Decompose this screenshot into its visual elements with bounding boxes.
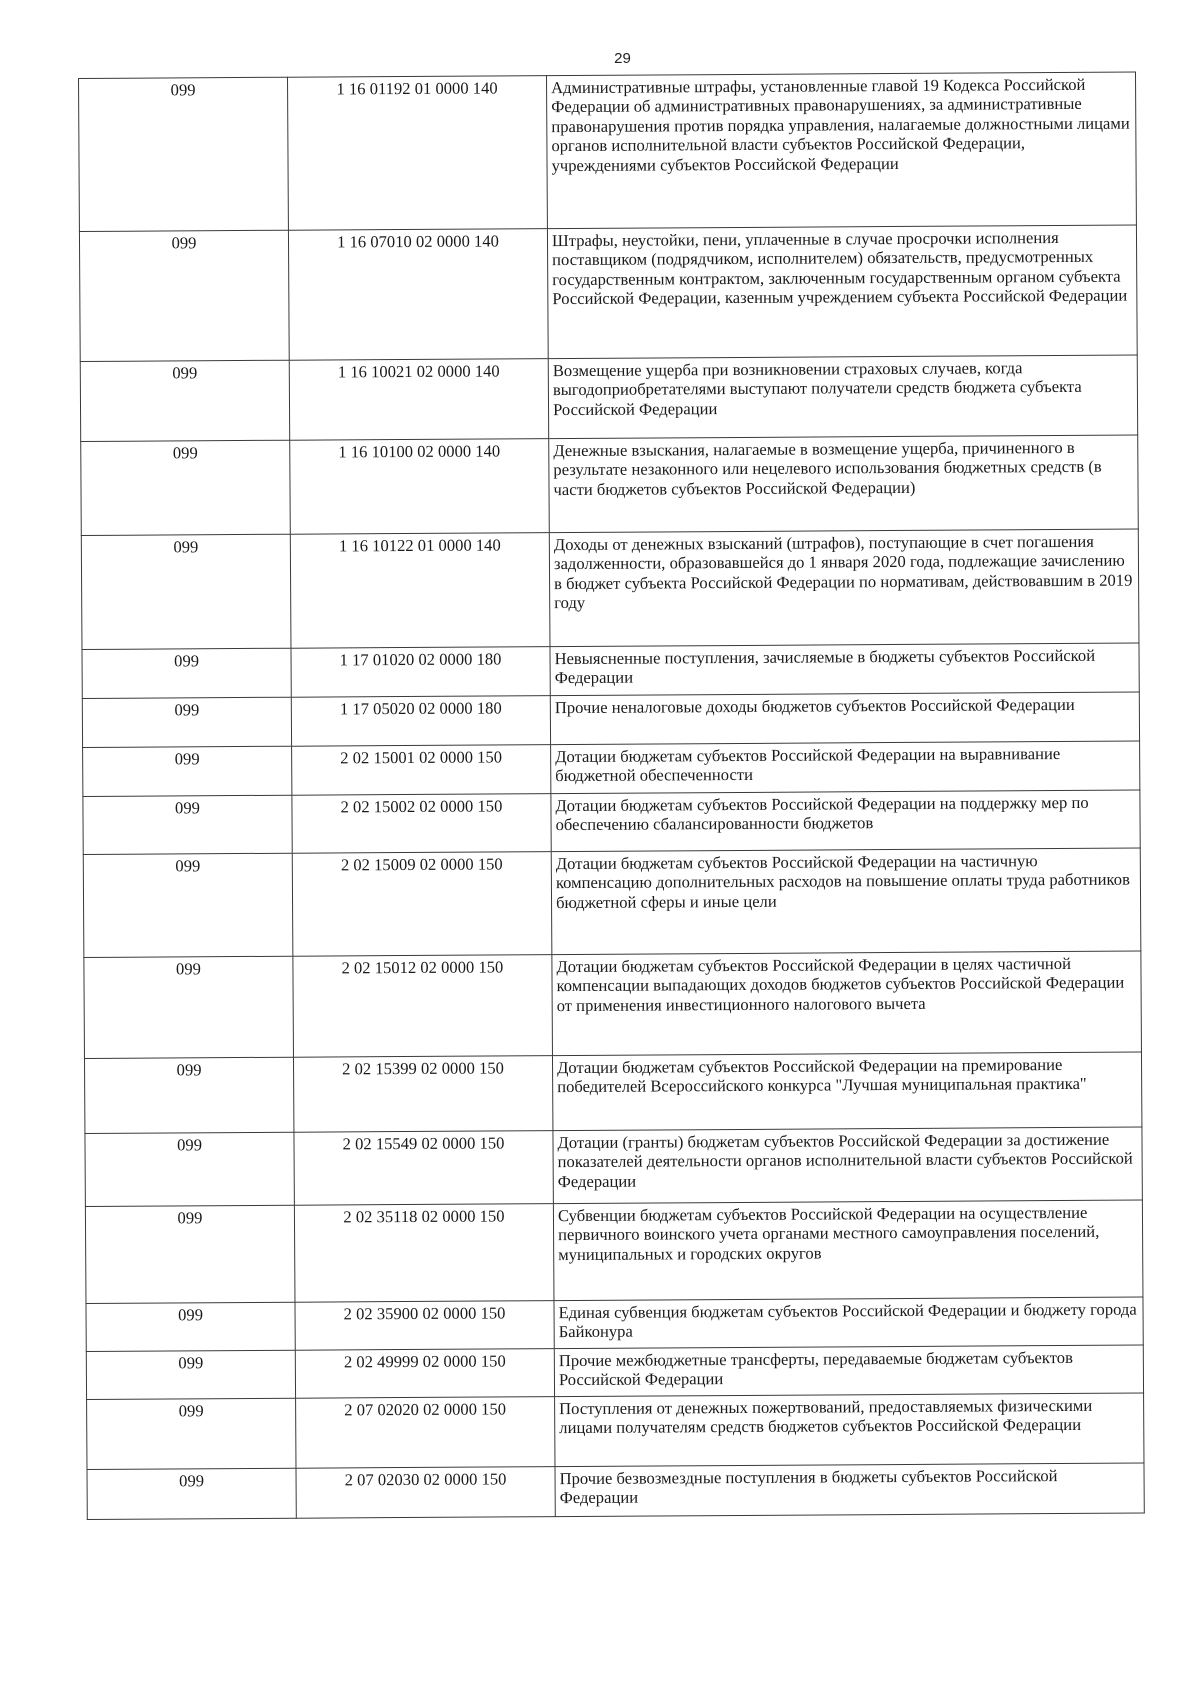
revenue-code-cell: 2 02 49999 02 0000 150 bbox=[295, 1349, 554, 1399]
table-row bbox=[80, 355, 1137, 441]
revenue-name-cell: Дотации бюджетам субъектов Российской Федерации на премирование победителей Всероссийского конкурса "Лучшая муниципальная практика" bbox=[552, 1052, 1141, 1131]
admin-code-cell: 099 bbox=[85, 1205, 295, 1303]
table-row bbox=[79, 225, 1137, 361]
table-row bbox=[84, 1052, 1141, 1133]
table-row bbox=[83, 790, 1140, 854]
revenue-name-cell: Дотации бюджетам субъектов Российской Федерации на выравнивание бюджетной обеспеченности bbox=[551, 741, 1140, 794]
admin-code-cell: 099 bbox=[87, 1398, 296, 1469]
revenue-code-cell: 1 16 07010 02 0000 140 bbox=[288, 229, 548, 361]
revenue-name-cell: Дотации бюджетам субъектов Российской Федерации в целях частичной компенсации выпадающих доходов бюджетов субъектов Российской Федерации от применения инвестиционного налогового вычета bbox=[552, 951, 1142, 1056]
admin-code-cell: 099 bbox=[84, 1057, 293, 1133]
revenue-code-cell: 1 16 10100 02 0000 140 bbox=[290, 439, 550, 535]
table-row bbox=[87, 1393, 1144, 1469]
revenue-code-cell: 2 02 15012 02 0000 150 bbox=[293, 955, 553, 1058]
admin-code-cell: 099 bbox=[82, 648, 291, 698]
revenue-code-cell: 1 17 05020 02 0000 180 bbox=[291, 696, 550, 747]
admin-code-cell: 099 bbox=[79, 230, 289, 361]
admin-code-cell: 099 bbox=[86, 1350, 295, 1399]
revenue-code-cell: 2 02 15009 02 0000 150 bbox=[292, 852, 552, 957]
admin-code-cell: 099 bbox=[81, 534, 291, 649]
admin-code-cell: 099 bbox=[83, 746, 292, 796]
table-row bbox=[81, 529, 1139, 649]
revenue-code-cell: 2 02 15549 02 0000 150 bbox=[294, 1131, 553, 1206]
revenue-code-cell: 2 02 35118 02 0000 150 bbox=[294, 1204, 554, 1303]
table-row bbox=[85, 1200, 1143, 1303]
admin-code-cell: 099 bbox=[82, 697, 291, 747]
admin-code-cell: 099 bbox=[87, 1468, 296, 1519]
revenue-name-cell: Дотации бюджетам субъектов Российской Федерации на частичную компенсацию дополнительных расходов на повышение оплаты труда работников бюджетной сферы и иные цели bbox=[551, 848, 1141, 955]
revenue-code-cell: 2 07 02030 02 0000 150 bbox=[296, 1467, 555, 1519]
revenue-code-cell: 1 16 01192 01 0000 140 bbox=[287, 76, 547, 231]
revenue-name-cell: Прочие неналоговые доходы бюджетов субъектов Российской Федерации bbox=[550, 692, 1139, 745]
revenue-code-cell: 2 02 15002 02 0000 150 bbox=[292, 794, 551, 854]
budget-revenue-table bbox=[78, 72, 1145, 1520]
revenue-code-cell: 2 02 35900 02 0000 150 bbox=[295, 1301, 554, 1351]
revenue-name-cell: Дотации (гранты) бюджетам субъектов Российской Федерации за достижение показателей деятельности органов исполнительной власти субъектов Российской Федерации bbox=[553, 1127, 1142, 1204]
revenue-code-cell: 2 02 15001 02 0000 150 bbox=[292, 745, 551, 796]
admin-code-cell: 099 bbox=[81, 440, 291, 535]
table-row bbox=[87, 1463, 1144, 1519]
revenue-name-cell: Доходы от денежных взысканий (штрафов), поступающие в счет погашения задолженности, образовавшейся до 1 января 2020 года, подлежащие зачислению в бюджет субъекта Российской Федерации по нормативам, действовавшим в 2019 году bbox=[549, 529, 1139, 647]
table-row bbox=[83, 848, 1141, 957]
table-row bbox=[86, 1297, 1143, 1351]
revenue-name-cell: Невыясненные поступления, зачисляемые в бюджеты субъектов Российской Федерации bbox=[550, 643, 1139, 696]
table-row bbox=[81, 435, 1139, 535]
admin-code-cell: 099 bbox=[86, 1302, 295, 1351]
revenue-name-cell: Денежные взыскания, налагаемые в возмещение ущерба, причиненного в результате незаконного или нецелевого использования бюджетных средств (в части бюджетов субъектов Российской Федерации) bbox=[549, 435, 1139, 533]
revenue-name-cell: Поступления от денежных пожертвований, предоставляемых физическими лицами получателям средств бюджетов субъектов Российской Федерации bbox=[555, 1393, 1144, 1467]
table-row bbox=[82, 643, 1139, 698]
revenue-name-cell: Единая субвенция бюджетам субъектов Российской Федерации и бюджету города Байконура bbox=[554, 1297, 1143, 1349]
admin-code-cell: 099 bbox=[84, 956, 294, 1058]
revenue-name-cell: Дотации бюджетам субъектов Российской Федерации на поддержку мер по обеспечению сбалансированности бюджетов bbox=[551, 790, 1140, 852]
revenue-name-cell: Субвенции бюджетам субъектов Российской Федерации на осуществление первичного воинского учета органами местного самоуправления поселений, муниципальных и городских округов bbox=[553, 1200, 1143, 1301]
page-number: 29 bbox=[614, 50, 631, 67]
revenue-code-cell: 2 02 15399 02 0000 150 bbox=[293, 1056, 552, 1133]
revenue-code-cell: 2 07 02020 02 0000 150 bbox=[296, 1397, 555, 1469]
table-row bbox=[82, 692, 1139, 747]
admin-code-cell: 099 bbox=[85, 1132, 294, 1206]
table-row bbox=[86, 1345, 1143, 1399]
table-row bbox=[79, 72, 1137, 231]
revenue-name-cell: Прочие безвозмездные поступления в бюджеты субъектов Российской Федерации bbox=[555, 1463, 1144, 1517]
admin-code-cell: 099 bbox=[83, 795, 292, 854]
admin-code-cell: 099 bbox=[80, 360, 289, 441]
admin-code-cell: 099 bbox=[83, 853, 293, 957]
revenue-name-cell: Прочие межбюджетные трансферты, передаваемые бюджетам субъектов Российской Федерации bbox=[554, 1345, 1143, 1397]
table-row bbox=[83, 741, 1140, 796]
revenue-code-cell: 1 16 10122 01 0000 140 bbox=[290, 533, 550, 649]
admin-code-cell: 099 bbox=[79, 77, 289, 231]
table-row bbox=[84, 951, 1142, 1058]
table-row bbox=[85, 1127, 1142, 1206]
revenue-code-cell: 1 16 10021 02 0000 140 bbox=[289, 359, 548, 441]
revenue-name-cell: Административные штрафы, установленные главой 19 Кодекса Российской Федерации об административных правонарушениях, за административные правонарушения против порядка управления, налагаемые должностными лицами органов исполнительной власти субъектов Российской Федерации, учреждениями субъектов Российской Федерации bbox=[546, 72, 1136, 229]
revenue-name-cell: Возмещение ущерба при возникновении страховых случаев, когда выгодоприобретателями выступают получатели средств бюджета субъекта Российской Федерации bbox=[548, 355, 1137, 439]
revenue-name-cell: Штрафы, неустойки, пени, уплаченные в случае просрочки исполнения поставщиком (подрядчиком, исполнителем) обязательств, предусмотренных государственным контрактом, заключенным государственным органом субъекта Российской Федерации, казенным учреждением субъекта Российской Федерации bbox=[547, 225, 1137, 359]
revenue-code-cell: 1 17 01020 02 0000 180 bbox=[291, 647, 550, 698]
